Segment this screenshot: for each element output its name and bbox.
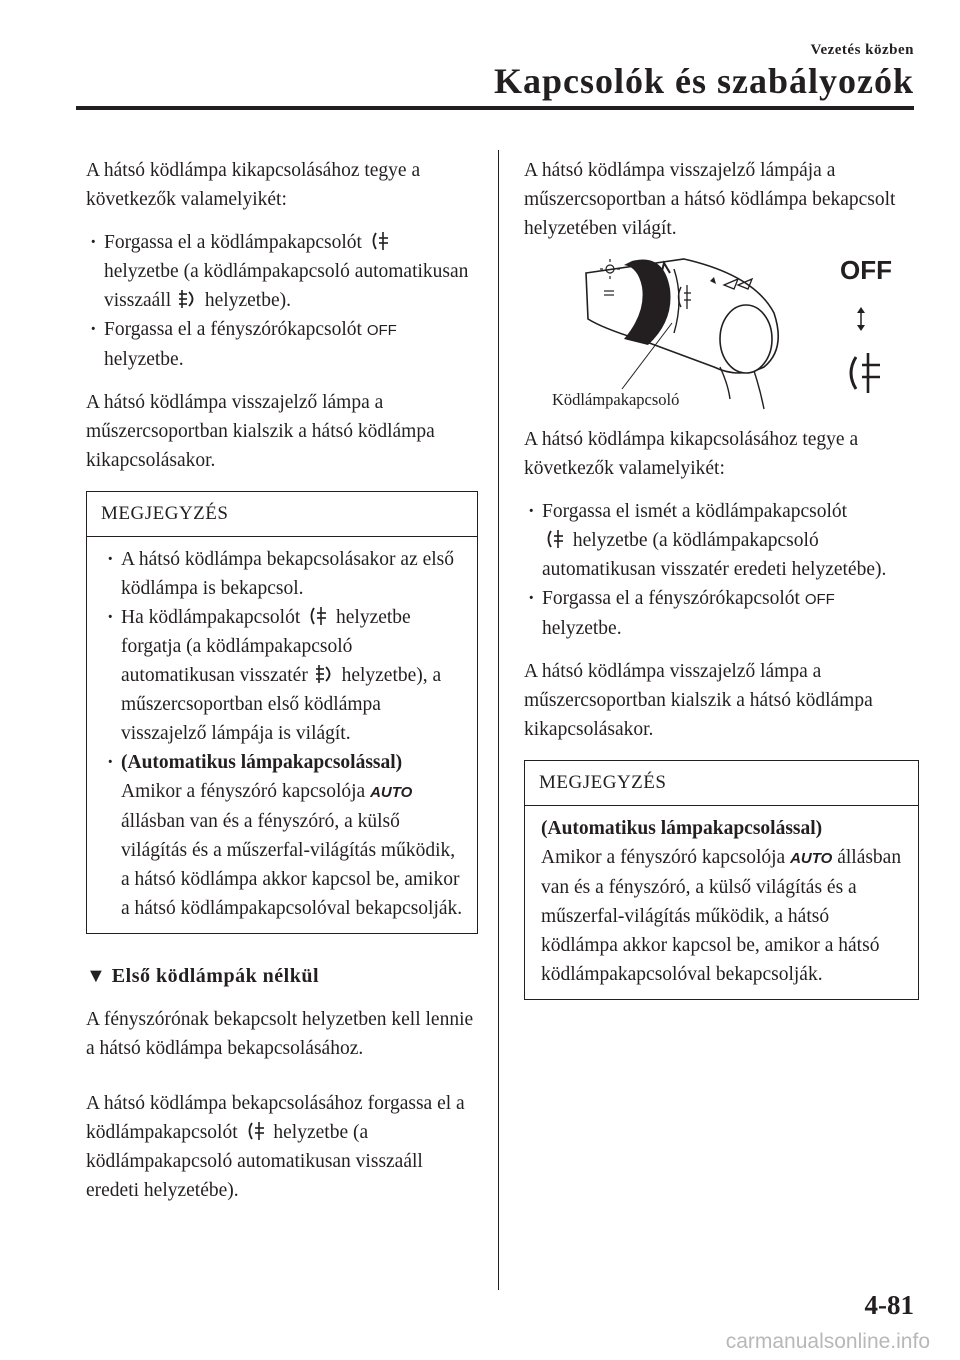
page-number: 4-81 — [864, 1290, 914, 1320]
instruction-list — [524, 497, 919, 643]
page-title: Kapcsolók és szabályozók — [493, 61, 914, 101]
note-box — [86, 491, 478, 934]
paragraph: A hátsó ködlámpa visszajelző lámpa a műszercsoportban kialszik a hátsó ködlámpa kikapcsolásakor. — [86, 392, 435, 471]
auto-label: AUTO — [370, 784, 413, 801]
stalk-off-label: OFF — [644, 269, 662, 279]
note-title: MEGJEGYZÉS — [87, 492, 477, 537]
fog-switch-figure — [524, 249, 919, 417]
intro-paragraph: A hátsó ködlámpa kikapcsolásához tegye a következők valamelyikét: — [86, 160, 421, 210]
list-item: · Forgassa el a fényszórókapcsolót OFF helyzetbe. — [526, 584, 919, 643]
paragraph: A fényszórónak bekapcsolt helyzetben kell lennie a hátsó ködlámpa bekapcsolásához. — [86, 1009, 474, 1059]
note-box — [524, 760, 919, 1000]
list-item: · Forgassa el a ködlámpakapcsolót helyzetbe (a ködlámpakapcsoló automatikusan visszaáll helyzetbe). — [88, 228, 478, 315]
off-label: OFF — [366, 322, 397, 339]
list-item: · Forgassa el ismét a ködlámpakapcsolót helyzetbe (a ködlámpakapcsoló automatikusan visszatér eredeti helyzetébe). — [526, 497, 919, 584]
right-column — [524, 156, 919, 1028]
note-item: · Ha ködlámpakapcsolót helyzetbe forgatja (a ködlámpakapcsoló automatikusan visszatér helyzetbe), a műszercsoportban első ködlámpa visszajelző lámpája is világít. — [105, 603, 463, 748]
off-position-label: OFF — [840, 255, 892, 285]
rear-fog-symbol-large — [851, 353, 880, 393]
column-divider — [498, 150, 499, 1290]
paragraph: A hátsó ködlámpa visszajelző lámpája a műszercsoportban a hátsó ködlámpa bekapcsolt helyzetében világít. — [524, 160, 896, 239]
front-fog-icon — [315, 664, 335, 684]
note-item: · (Automatikus lámpakapcsolással) Amikor a fényszóró kapcsolója AUTO állásban van és a fényszóró, a külső világítás és a műszerfal-világítás működik, a hátsó ködlámpa akkor kapcsol be, amikor a hátsó ködlámpakapcsolóval bekapcsolják. — [105, 748, 463, 923]
figure-caption: Ködlámpakapcsoló — [552, 390, 680, 409]
intro-paragraph: A hátsó ködlámpa kikapcsolásához tegye a következők valamelyikét: — [524, 429, 859, 479]
auto-label: AUTO — [790, 850, 833, 867]
left-column — [86, 156, 478, 1219]
section-header: Vezetés közben — [810, 42, 914, 58]
rear-fog-icon — [307, 606, 329, 626]
off-label: OFF — [804, 591, 835, 608]
rear-fog-icon — [544, 529, 566, 549]
instruction-list — [86, 228, 478, 374]
note-item: (Automatikus lámpakapcsolással) Amikor a fényszóró kapcsolója AUTO állásban van és a fényszóró, a külső világítás és a műszerfal-világítás működik, a hátsó ködlámpa akkor kapcsol be, amikor a hátsó ködlámpakapcsolóval bekapcsolják. — [541, 818, 902, 985]
paragraph: A hátsó ködlámpa visszajelző lámpa a műszercsoportban kialszik a hátsó ködlámpa kikapcsolásakor. — [524, 661, 873, 740]
stalk-auto-label: A — [630, 275, 637, 285]
header-rule — [76, 106, 914, 110]
note-item: · A hátsó ködlámpa bekapcsolásakor az első ködlámpa is bekapcsol. — [105, 545, 463, 603]
rear-fog-icon — [369, 231, 391, 251]
subheading: ▼ Első ködlámpák nélkül — [86, 965, 320, 987]
front-fog-icon — [178, 289, 198, 309]
watermark: carmanualsonline.info — [725, 1330, 930, 1353]
paragraph: A hátsó ködlámpa bekapcsolásához forgassa el a ködlámpakapcsolót helyzetbe (a ködlámpakapcsoló automatikusan visszaáll eredeti helyzetébe). — [86, 1093, 465, 1201]
list-item: · Forgassa el a fényszórókapcsolót OFF helyzetbe. — [88, 315, 478, 374]
note-title: MEGJEGYZÉS — [525, 761, 918, 806]
subheading-marker: ▼ — [86, 965, 107, 987]
rear-fog-icon — [245, 1121, 267, 1141]
